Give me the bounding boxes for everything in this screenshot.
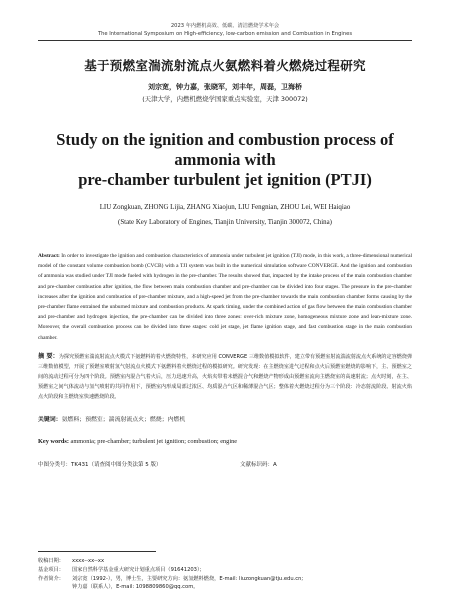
classification-line [38,460,412,470]
author-label: 作者简介： [38,575,64,582]
english-affiliation: (State Key Laboratory of Engines, Tianjin University, Tianjin 300072, China) [118,219,332,226]
footnote-fund [38,566,412,575]
chinese-keywords [38,414,412,423]
english-keywords-label: Key words: [38,437,69,445]
document-code: 文献标识码：A [240,461,277,468]
conference-header [38,0,412,41]
chinese-keywords-text: 氨燃料；预燃室；湍流射流点火；燃烧；内燃机 [61,416,186,423]
abstract-label: Abstract: [38,253,60,259]
english-authors: LIU Zongkuan, ZHONG Lijia, ZHANG Xiaojun, LIU Fengnian, ZHOU Lei, WEI Haiqiao [99,204,351,211]
fund-label: 基金项目： [38,566,64,573]
footnote [38,551,412,592]
english-title-line-1: Study on the ignition and combustion process of ammonia with [56,130,394,169]
received-label: 收稿日期： [38,558,64,564]
fund-value: 国家自然科学基金重大研究计划重点项目（91641203）； [72,566,205,573]
chinese-abstract-text: 为探究预燃室湍流射流点火模式下氨燃料的着火燃烧特性，本研究应用 CONVERGE 三维数值模拟软件，建立带有预燃室射流湍流射流点火系统的定容燃烧弹三维数值模型，开展了预燃室喷射氢气射流点火模式下氨燃料着火燃烧过程的模拟研究。研究发现：在主燃烧室进气过程和点火后预燃室燃烧的影响下，主、预燃室之间的流动过程可分为四个阶段。预燃室内混合气着火后，压力迅速升高，火焰夹带着未燃混合气和燃烧产物形成由预燃室流向主燃烧室的高速射流；点火时刻，在主、预燃室之间气体流动与氢气喷射的共同作用下，预燃室内形成局部过浓区、均质混合气区和稀薄混合气区；整体着火燃烧过程分为三个阶段：冷态射流阶段、射流火焰点火阶段和主燃烧室快速燃烧阶段。 [38,353,413,400]
english-abstract [38,251,412,343]
header-rule [38,40,412,41]
chinese-abstract [38,352,412,402]
footnote-rule [38,551,156,552]
received-value: xxxx--xx--xx [72,558,105,564]
footnote-author [38,575,412,584]
chinese-affiliation: (天津大学，内燃机燃烧学国家重点实验室，天津 300072) [142,95,308,103]
english-title-line-2: pre-chamber turbulent jet ignition (PTJI) [78,170,372,189]
english-title [38,130,412,190]
clc-number: 中图分类号：TK431（请查阅中图分类法第 5 版） [38,461,162,468]
conference-title-cn: 2023 年内燃机高效、低碳、清洁燃烧学术年会 [170,23,280,29]
author-value: 刘宗宽（1992-），男，博士生，主要研究方向：氨氢燃料燃烧，E-mail: liuzongkuan@tju.edu.cn; [72,575,304,582]
conference-title-en: The International Symposium on High-efficiency, low-carbon emission and Combustion in Engines [97,31,353,37]
english-keywords [38,438,412,445]
footnote-received [38,557,412,566]
footnote-corresponding: 钟力嘉（联系人），E-mail: 1098809860@qq.com。 [72,584,199,591]
abstract-text: In order to investigate the ignition and combustion characteristics of ammonia under turbulent jet ignition (TJI) mode, in this work, a three-dimensional numerical model of the constant volume combustion bomb (CVCB) with a TJI system was built in the numerical simulation software CONVERGE. And the ignition and combustion of ammonia was studied under TJI mode fueled with hydrogen in the pre-chamber. The results showed that, impacted by the intake process of the main combustion chamber and pre-chamber combustion after ignition, the flow between main combustion chamber and pre-chamber can be divided into four stages. The pressure in the pre-chamber increases after the ignition and combustion of pre-chamber mixture, and a high-speed jet from the pre-chamber towards the main combustion chamber forms causing by the pre-chamber flame entrained the unburned mixture and combustion products. At spark timing, under the combined action of gas flow between the main combustion chamber and pre-chamber and hydrogen injection, the pre-chamber can be divided into three zones: over-rich mixture zone, homogeneous mixture zone and lean-mixture zone. Moreover, the overall combustion process can be divided into three stages: cold jet stage, jet flame ignition stage, and fast combustion stage in the main combustion chamber. [38,253,412,341]
chinese-abstract-label: 摘 要： [38,352,59,360]
english-keywords-text: ammonia; pre-chamber; turbulent jet ignition; combustion; engine [68,437,238,445]
chinese-authors: 刘宗宽，钟力嘉，张晓军，刘丰年，周磊，卫海桥 [148,83,302,91]
chinese-keywords-label: 关键词： [38,416,62,423]
chinese-title: 基于预燃室湍流射流点火氨燃料着火燃烧过程研究 [84,58,366,73]
